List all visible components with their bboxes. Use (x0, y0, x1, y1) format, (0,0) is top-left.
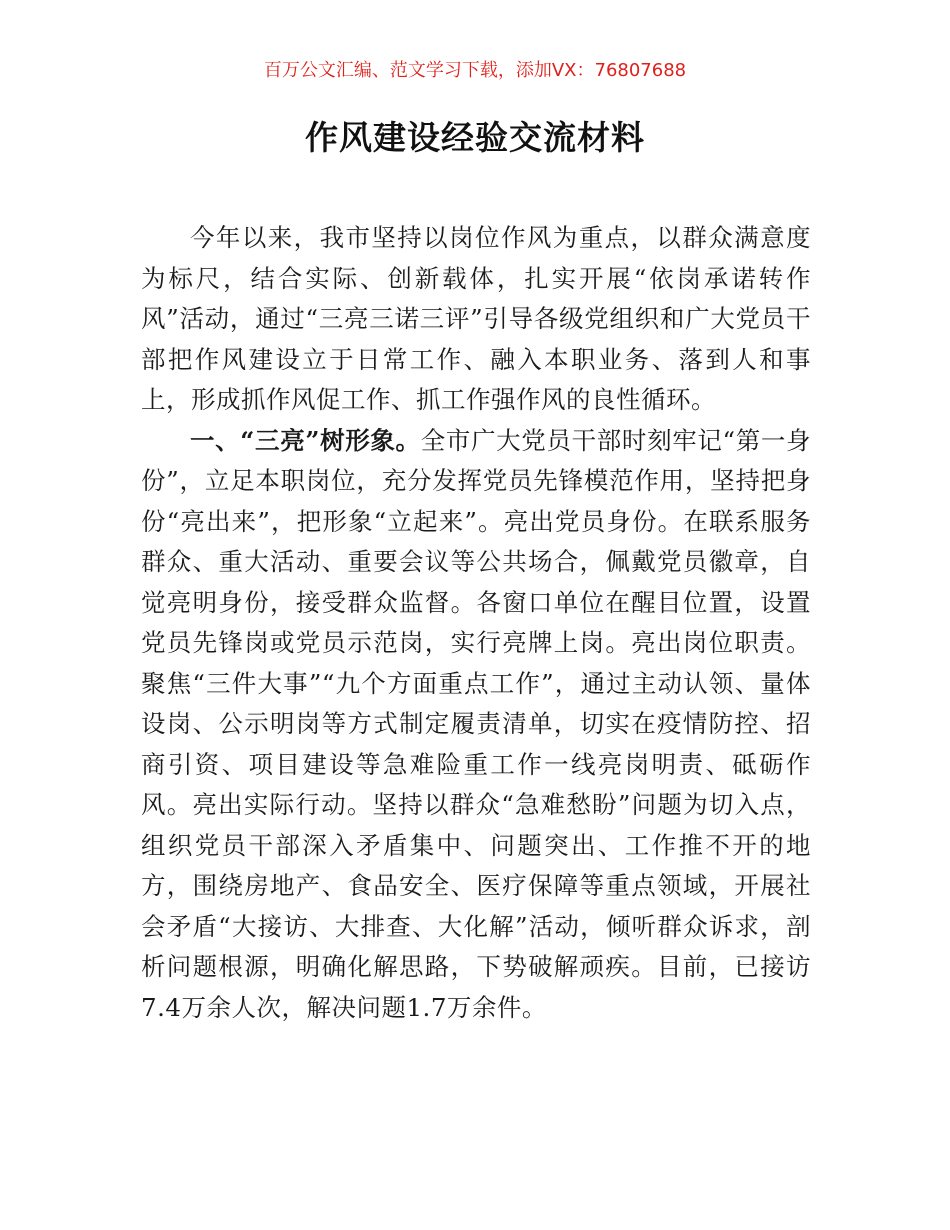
document-title: 作风建设经验交流材料 (305, 118, 645, 157)
header-note: 百万公文汇编、范文学习下载，添加VX：76807688 (263, 60, 687, 81)
intro-paragraph (141, 218, 811, 421)
paragraph-text: 全市广大党员干部时刻牢记“第一身份”，立足本职岗位，充分发挥党员先锋模范作用，坚持把身份“亮出来”，把形象“立起来”。亮出党员身份。在联系服务群众、重大活动、重要会议等公共场合，佩戴党员徽章，自觉亮明身份，接受群众监督。各窗口单位在醒目位置，设置党员先锋岗或党员示范岗，实行亮牌上岗。亮出岗位职责。聚焦“三件大事”“九个方面重点工作”，通过主动认领、量体设岗、公示明岗等方式制定履责清单，切实在疫情防控、招商引资、项目建设等急难险重工作一线亮岗明责、砥砺作风。亮出实际行动。坚持以群众“急难愁盼”问题为切入点，组织党员干部深入矛盾集中、问题突出、工作推不开的地方，围绕房地产、食品安全、医疗保障等重点领域，开展社会矛盾“大接访、大排查、大化解”活动，倾听群众诉求，剖析问题根源，明确化解思路，下势破解顽疾。目前，已接访7.4万余人次，解决问题1.7万余件。 (141, 425, 811, 1022)
section-one-paragraph (141, 421, 811, 1029)
paragraph-lead: 一、“三亮”树形象。 (190, 425, 421, 455)
paragraph-text: 今年以来，我市坚持以岗位作风为重点，以群众满意度为标尺，结合实际、创新载体，扎实开展“依岗承诺转作风”活动，通过“三亮三诺三评”引导各级党组织和广大党员干部把作风建设立于日常工作、融入本职业务、落到人和事上，形成抓作风促工作、抓工作强作风的良性循环。 (141, 223, 811, 414)
document-body (141, 218, 811, 1028)
